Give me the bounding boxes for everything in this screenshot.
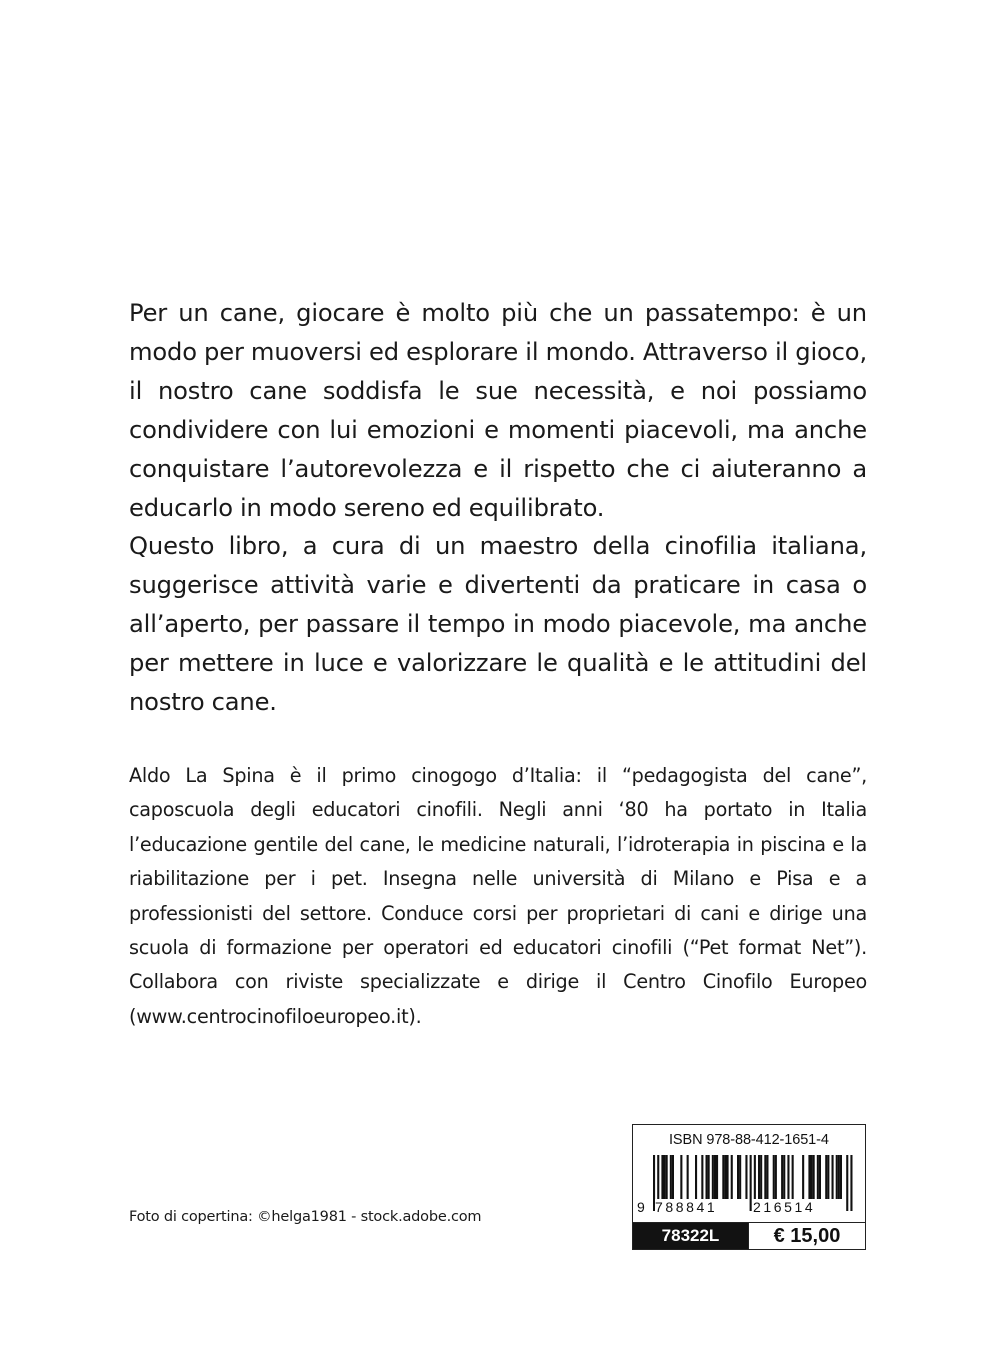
barcode-bar — [802, 1155, 804, 1199]
barcode-bar — [670, 1155, 672, 1199]
barcode-bar — [708, 1155, 710, 1199]
barcode-digits-right: 216514 — [753, 1199, 816, 1215]
barcode-bar — [811, 1155, 813, 1199]
barcode-bar — [827, 1155, 829, 1199]
barcode-bar — [666, 1155, 668, 1199]
barcode-bar — [760, 1155, 762, 1199]
barcode-bar — [838, 1155, 840, 1199]
author-bio: Aldo La Spina è il primo cinogogo d’Italia: il “pedagogista del cane”, caposcuola degli educatori cinofili. Negli anni ‘80 ha portato in Italia l’educazione gentile del cane, le medicine naturali, l’idroterapia in piscina e la riabilitazione per i pet. Insegna nelle università di Milano e Pisa e a professionisti del settore. Conduce corsi per proprietari di cani e dirige una scuola di formazione per operatori ed educatori cinofili (“Pet format Net”). Collabora con riviste specializzate e dirige il Centro Cinofilo Europeo (www.centrocinofiloeuropeo.it). — [129, 764, 867, 1028]
barcode-bar — [724, 1155, 726, 1199]
barcode-bar — [727, 1155, 729, 1199]
barcode-bar — [764, 1155, 766, 1199]
barcode-bar — [714, 1155, 716, 1199]
barcode-bar — [773, 1155, 775, 1199]
barcode-digit-first: 9 — [637, 1199, 648, 1215]
barcode-bar — [792, 1155, 794, 1199]
barcode-bar — [775, 1155, 777, 1199]
book-blurb — [129, 294, 867, 722]
barcode-bar — [739, 1155, 741, 1199]
barcode-bar — [840, 1155, 842, 1199]
isbn-barcode-box — [632, 1124, 866, 1250]
product-code: 78322L — [633, 1223, 749, 1249]
barcode-bar — [758, 1155, 760, 1199]
photo-credit: Foto di copertina: ©helga1981 - stock.adobe.com — [129, 1209, 482, 1225]
barcode-bar — [722, 1155, 724, 1199]
barcode-bar — [832, 1155, 834, 1199]
price-row — [633, 1222, 865, 1249]
barcode-bar — [781, 1155, 783, 1199]
barcode-bar — [836, 1155, 838, 1199]
barcode-bar — [661, 1155, 663, 1199]
barcode-bar — [672, 1155, 674, 1199]
barcode-bar — [737, 1155, 739, 1199]
barcode-bar — [787, 1155, 789, 1199]
barcode-bar — [745, 1155, 747, 1199]
barcode-bar — [783, 1155, 785, 1199]
barcode-digits — [633, 1199, 864, 1219]
barcode-bar — [825, 1155, 827, 1199]
barcode-bar — [701, 1155, 703, 1199]
barcode-bar — [712, 1155, 714, 1199]
barcode-bar — [817, 1155, 819, 1199]
barcode-bar — [808, 1155, 810, 1199]
isbn-label: ISBN 978-88-412-1651-4 — [669, 1132, 829, 1148]
blurb-paragraph-2: Questo libro, a cura di un maestro della cinofilia italiana, suggerisce attività varie e divertenti da praticare in casa o all’aperto, per passare il tempo in modo piacevole, ma anche per mettere in luce e valorizzare le qualità e le attitudini del nostro cane. — [129, 532, 867, 717]
barcode-bar — [813, 1155, 815, 1199]
barcode-bar — [766, 1155, 768, 1199]
barcode-bar — [706, 1155, 708, 1199]
barcode-bar — [716, 1155, 718, 1199]
barcode-bar — [695, 1155, 697, 1199]
barcode-bar — [819, 1155, 821, 1199]
barcode-bar — [680, 1155, 682, 1199]
barcode-bar — [687, 1155, 689, 1199]
barcode-bar — [664, 1155, 666, 1199]
blurb-paragraph-1: Per un cane, giocare è molto più che un passatempo: è un modo per muoversi ed esplorare il mondo. Attraverso il gioco, il nostro cane soddisfa le sue necessità, e noi possiamo condividere con lui emozioni e momenti piacevoli, ma anche conquistare l’autorevolezza e il rispetto che ci aiuteranno a educarlo in modo sereno ed equilibrato. — [129, 299, 867, 522]
barcode-bar — [731, 1155, 733, 1199]
barcode-digits-left: 788841 — [655, 1199, 718, 1215]
price: € 15,00 — [749, 1223, 865, 1249]
